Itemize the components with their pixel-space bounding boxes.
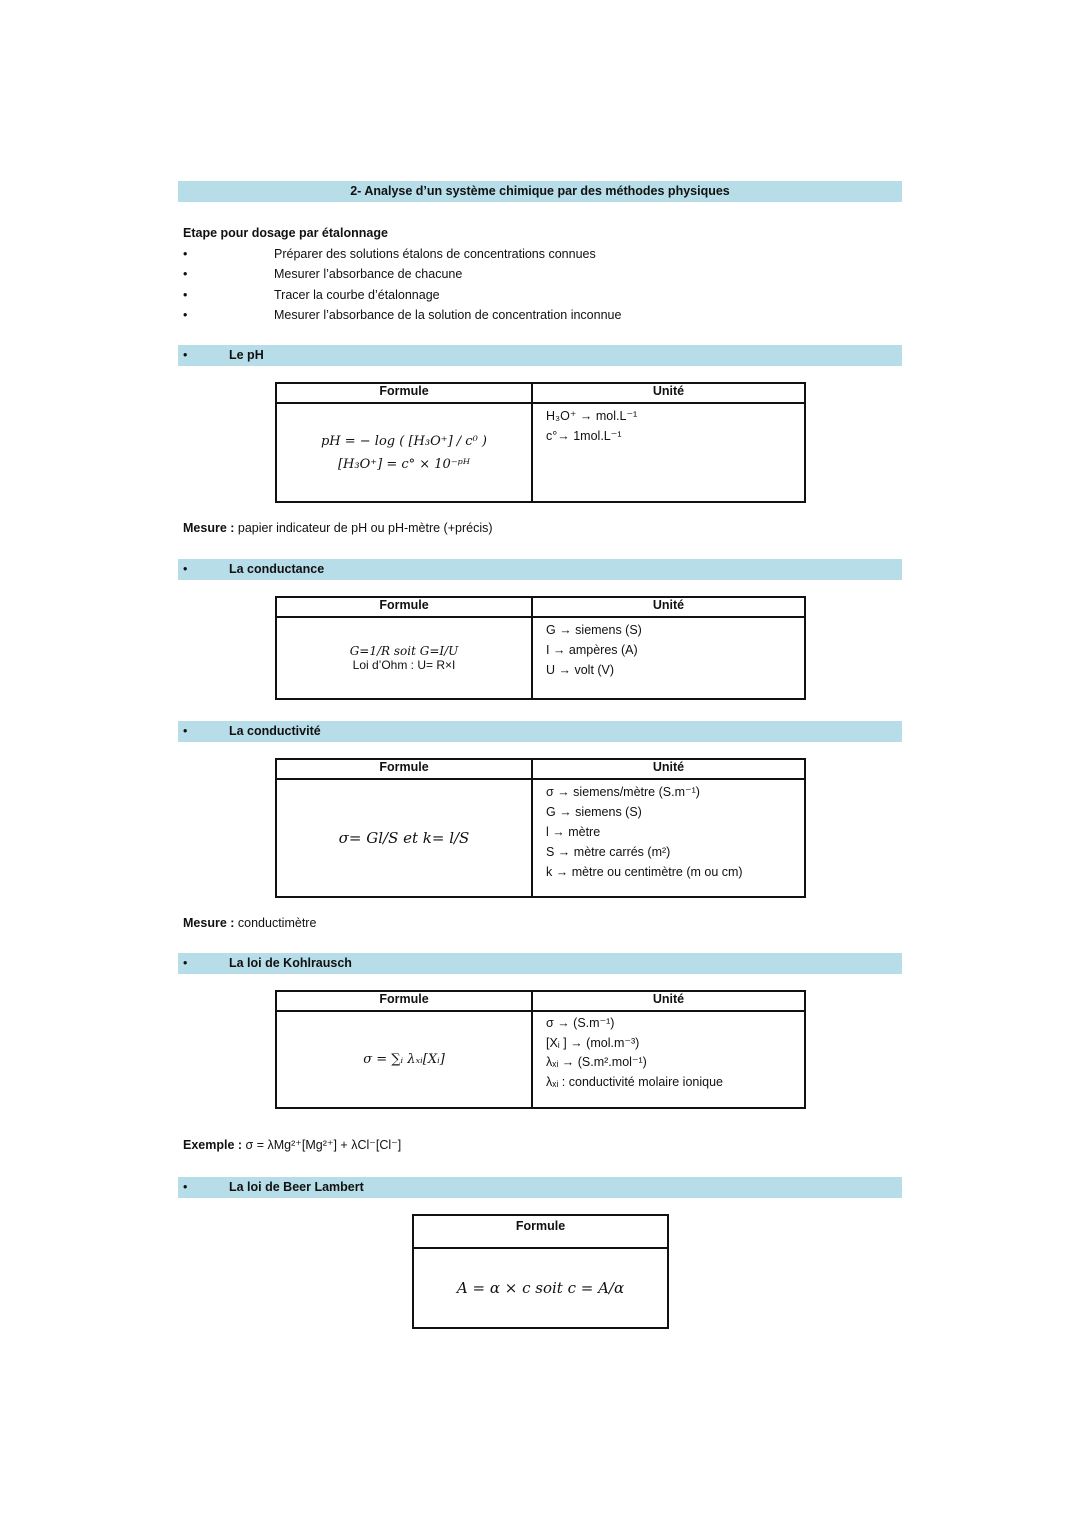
bullet: • xyxy=(183,288,188,302)
section-kohlrausch xyxy=(178,953,902,974)
mesure-label: Mesure : xyxy=(183,916,235,930)
col-header-unite: Unité xyxy=(532,597,805,617)
unit-line: H₃O⁺ → mol.L⁻¹ xyxy=(546,409,638,423)
col-header-formule: Formule xyxy=(276,597,532,617)
bullet: • xyxy=(183,247,188,261)
section-conductivite xyxy=(178,721,902,742)
formula-cell xyxy=(276,403,532,502)
section-conductance xyxy=(178,559,902,580)
unit-cell xyxy=(532,1011,805,1108)
col-header-formule: Formule xyxy=(413,1215,668,1248)
unit-line: σ → (S.m⁻¹) xyxy=(546,1016,615,1030)
col-header-formule: Formule xyxy=(276,383,532,403)
col-header-unite: Unité xyxy=(532,759,805,779)
col-header-unite: Unité xyxy=(532,383,805,403)
formula: [H₃O⁺] = c° × 10⁻ᵖᴴ xyxy=(337,456,471,472)
beer-lambert-table xyxy=(412,1214,669,1329)
bullet: • xyxy=(183,956,188,970)
bullet: • xyxy=(183,267,188,281)
section-heading: La conductivité xyxy=(229,724,321,738)
formula-cell xyxy=(413,1248,668,1328)
unit-line: G → siemens (S) xyxy=(546,805,642,819)
formula-cell xyxy=(276,1011,532,1108)
unit-line: U → volt (V) xyxy=(546,663,615,677)
bullet: • xyxy=(183,724,188,738)
conductance-table xyxy=(275,596,806,700)
unit-line: k → mètre ou centimètre (m ou cm) xyxy=(546,865,743,879)
section-heading: La conductance xyxy=(229,562,325,576)
section-heading: La loi de Beer Lambert xyxy=(229,1180,364,1194)
formula-cell xyxy=(276,617,532,699)
list-item: Préparer des solutions étalons de concentrations connues xyxy=(274,247,596,261)
list-item: Mesurer l’absorbance de la solution de concentration inconnue xyxy=(274,308,622,322)
formula: A = α × c soit c = A/α xyxy=(456,1279,625,1297)
col-header-unite: Unité xyxy=(532,991,805,1011)
formula: Loi d’Ohm : U= R×I xyxy=(352,658,456,672)
unit-line: I → ampères (A) xyxy=(546,643,638,657)
formula: σ= Gl/S et k= l/S xyxy=(338,829,470,847)
section-heading: La loi de Kohlrausch xyxy=(229,956,352,970)
kohlrausch-table xyxy=(275,990,806,1109)
unit-line: l → mètre xyxy=(546,825,601,839)
exemple-label: Exemple : xyxy=(183,1138,243,1152)
exemple-formula: σ = λMg²⁺[Mg²⁺] + λCl⁻[Cl⁻] xyxy=(245,1138,402,1152)
section-title-bar xyxy=(178,181,902,202)
page-title: 2- Analyse d’un système chimique par des méthodes physiques xyxy=(350,184,730,198)
mesure-text: conductimètre xyxy=(237,916,317,930)
section-ph xyxy=(178,345,902,366)
mesure-label: Mesure : xyxy=(183,521,235,535)
ph-table xyxy=(275,382,806,503)
bullet: • xyxy=(183,1180,188,1194)
unit-cell xyxy=(532,403,805,502)
unit-cell xyxy=(532,779,805,897)
formula: σ = ∑ᵢ λₓᵢ[Xᵢ] xyxy=(363,1052,445,1067)
mesure-line xyxy=(183,916,316,930)
exemple-line xyxy=(183,1137,401,1152)
mesure-text: papier indicateur de pH ou pH-mètre (+précis) xyxy=(237,521,493,535)
unit-line: S → mètre carrés (m²) xyxy=(546,845,671,859)
col-header-formule: Formule xyxy=(276,759,532,779)
unit-line: λₓᵢ : conductivité molaire ionique xyxy=(546,1074,723,1089)
bullet: • xyxy=(183,562,188,576)
formula-cell xyxy=(276,779,532,897)
col-header-formule: Formule xyxy=(276,991,532,1011)
unit-cell xyxy=(532,617,805,699)
mesure-line xyxy=(183,521,493,535)
list-item: Mesurer l’absorbance de chacune xyxy=(274,267,463,281)
conductivite-table xyxy=(275,758,806,898)
etape-heading: Etape pour dosage par étalonnage xyxy=(183,226,388,240)
formula: pH = − log ( [H₃O⁺] / c⁰ ) xyxy=(320,433,488,449)
unit-line: λₓᵢ → (S.m².mol⁻¹) xyxy=(546,1055,647,1069)
bullet: • xyxy=(183,348,188,362)
section-beer-lambert xyxy=(178,1177,902,1198)
unit-line: G → siemens (S) xyxy=(546,623,642,637)
unit-line: c°→ 1mol.L⁻¹ xyxy=(546,429,622,443)
unit-line: σ → siemens/mètre (S.m⁻¹) xyxy=(546,785,700,799)
formula: G=1/R soit G=I/U xyxy=(349,644,459,658)
bullet: • xyxy=(183,308,188,322)
unit-line: [Xᵢ ] → (mol.m⁻³) xyxy=(546,1035,640,1050)
section-heading: Le pH xyxy=(229,348,264,362)
list-item: Tracer la courbe d’étalonnage xyxy=(274,288,440,302)
